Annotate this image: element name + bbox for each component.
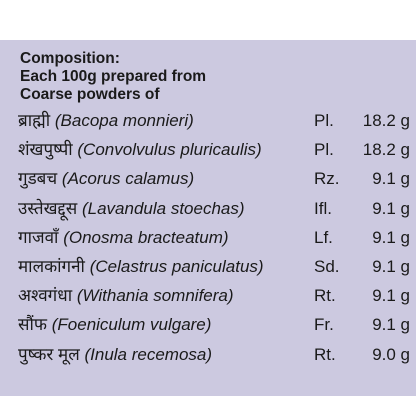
ingredient-part: Rz. — [314, 169, 340, 189]
ingredient-name — [18, 228, 229, 248]
ingredient-name — [18, 199, 245, 219]
ingredient-local-name: सौंफ — [18, 315, 48, 335]
composition-panel — [0, 40, 416, 396]
ingredient-row-saunf — [18, 315, 410, 344]
ingredient-quantity: 18.2 g — [362, 140, 410, 160]
ingredient-name — [18, 257, 264, 277]
ingredient-quantity: 9.1 g — [372, 256, 410, 276]
ingredient-latin-name: (Foeniculum vulgare) — [51, 315, 212, 335]
ingredient-row-pushkarmool — [18, 345, 410, 374]
ingredient-part: Lf. — [314, 227, 333, 247]
ingredient-local-name: उस्तेखद्दूस — [18, 198, 78, 218]
ingredient-name — [18, 345, 212, 365]
ingredient-name — [18, 286, 234, 306]
ingredient-quantity: 9.0 g — [372, 344, 410, 364]
ingredient-latin-name: (Lavandula stoechas) — [81, 198, 245, 218]
ingredient-local-name: मालकांगनी — [18, 256, 85, 276]
ingredient-local-name: गाजवाँ — [18, 227, 59, 247]
ingredient-row-ustekhuddus — [18, 199, 410, 228]
ingredient-part: Pl. — [314, 140, 334, 160]
ingredient-row-gudbach — [18, 169, 410, 198]
heading-line-2: Each 100g prepared from — [20, 68, 207, 85]
ingredient-part: Ifl. — [314, 198, 332, 218]
ingredient-latin-name: (Onosma bracteatum) — [63, 227, 229, 247]
ingredient-row-ashwagandha — [18, 286, 410, 315]
ingredient-local-name: ब्राह्मी — [18, 111, 51, 130]
ingredient-row-gajwan — [18, 228, 410, 257]
ingredient-latin-name: (Withania somnifera) — [76, 286, 234, 306]
ingredient-local-name: गुडबच — [18, 169, 58, 189]
ingredient-latin-name: (Bacopa monnieri) — [54, 111, 194, 130]
ingredient-quantity: 9.1 g — [372, 169, 410, 189]
ingredient-row-malkangani — [18, 257, 410, 286]
ingredient-part: Rt. — [314, 286, 336, 306]
ingredient-name — [18, 111, 194, 131]
ingredient-local-name: शंखपुष्पी — [18, 140, 73, 160]
ingredient-quantity: 9.1 g — [372, 227, 410, 247]
ingredient-quantity: 9.1 g — [372, 315, 410, 335]
heading-line-1: Composition: — [20, 50, 120, 67]
ingredient-quantity: 9.1 g — [372, 198, 410, 218]
ingredient-latin-name: (Celastrus paniculatus) — [89, 256, 264, 276]
ingredient-quantity: 18.2 g — [362, 111, 410, 130]
ingredient-latin-name: (Acorus calamus) — [61, 169, 195, 189]
heading-line-3: Coarse powders of — [20, 86, 160, 103]
ingredient-latin-name: (Inula recemosa) — [84, 344, 213, 364]
ingredient-row-shankhpushpi — [18, 140, 410, 169]
ingredient-latin-name: (Convolvulus pluricaulis) — [77, 140, 262, 160]
ingredient-part: Pl. — [314, 111, 334, 130]
ingredient-name — [18, 169, 194, 189]
ingredient-part: Fr. — [314, 315, 334, 335]
ingredient-quantity: 9.1 g — [372, 286, 410, 306]
ingredient-local-name: पुष्कर मूल — [18, 344, 80, 364]
ingredient-list — [18, 111, 410, 374]
composition-heading — [20, 50, 206, 104]
ingredient-local-name: अश्वगंधा — [18, 286, 73, 306]
ingredient-name — [18, 140, 262, 160]
ingredient-part: Rt. — [314, 344, 336, 364]
ingredient-row-brahmi — [18, 111, 410, 140]
ingredient-name — [18, 315, 211, 335]
ingredient-part: Sd. — [314, 256, 340, 276]
